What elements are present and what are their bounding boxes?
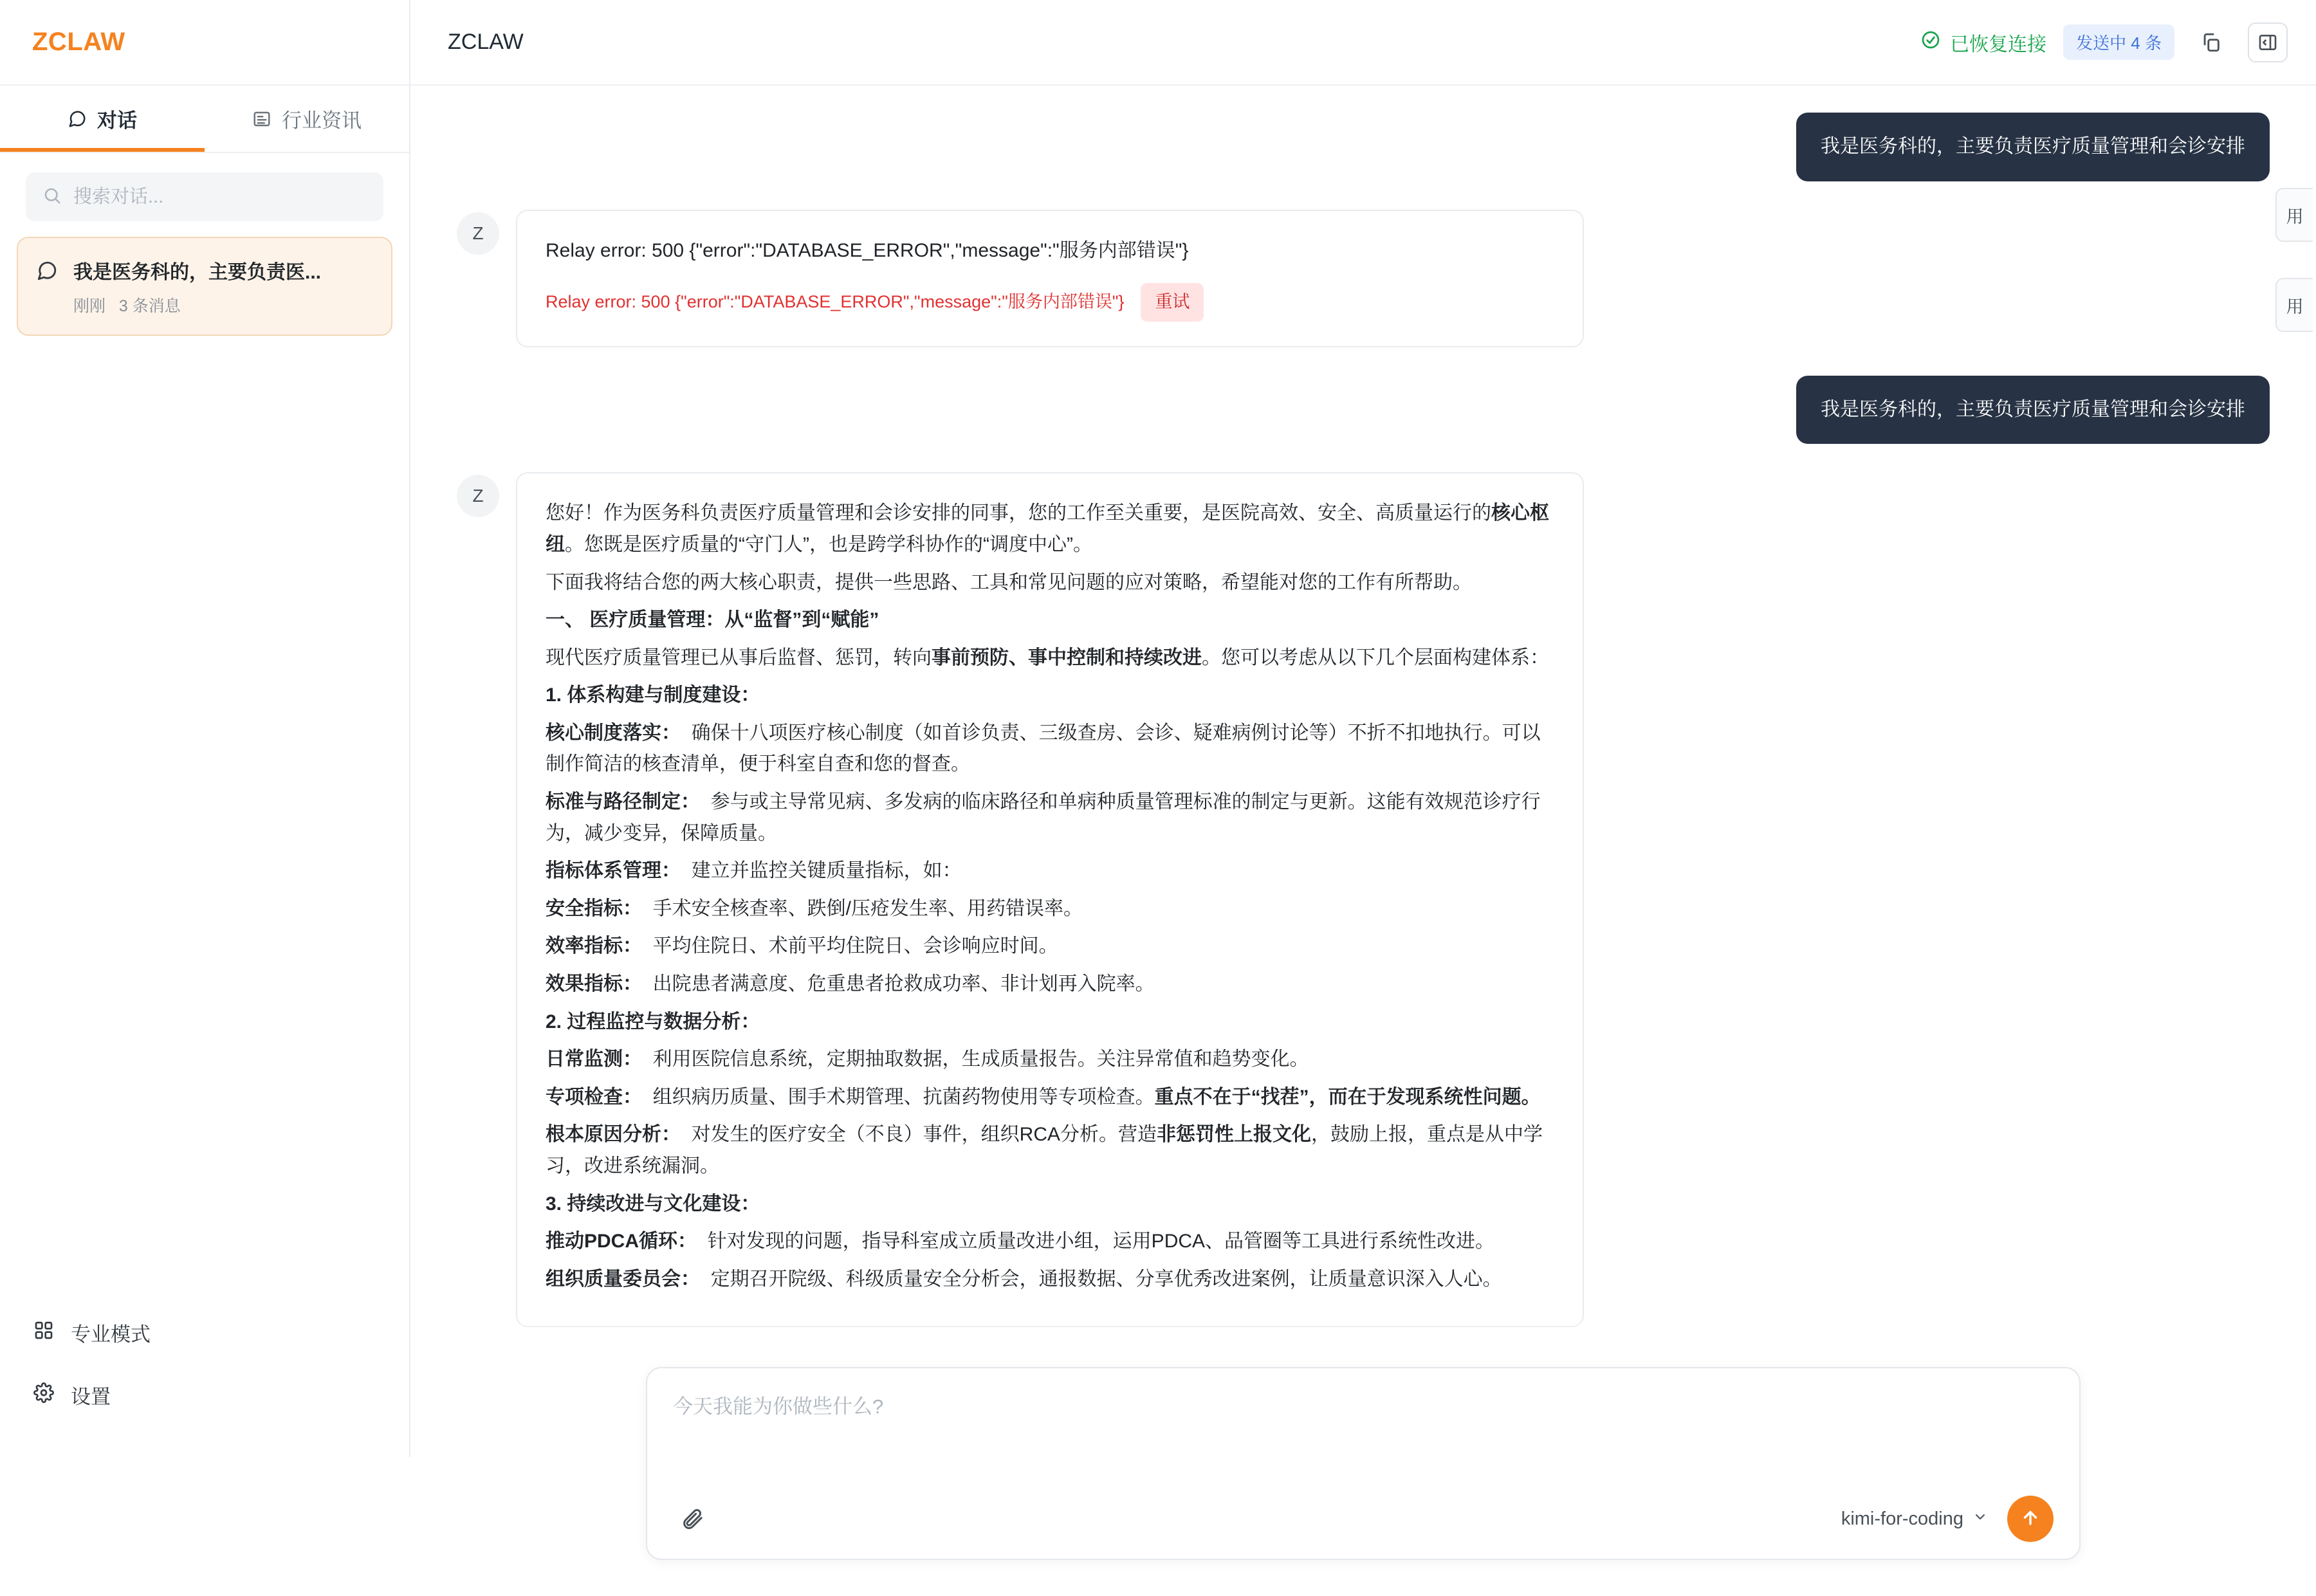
search-box[interactable] [26, 172, 383, 221]
error-text-secondary: Relay error: 500 {"error":"DATABASE_ERROR","message":"服务内部错误"} [546, 292, 1125, 312]
answer-item-8-bold: 重点不在于“找茬”，而在于发现系统性问题。 [1154, 1086, 1541, 1108]
answer-item-7 [546, 1044, 1554, 1076]
retry-button[interactable]: 重试 [1141, 283, 1204, 322]
answer-item-1-text: 确保十八项医疗核心制度（如首诊负责、三级查房、会诊、疑难病例讨论等）不折不扣地执行。可以制作简洁的核查清单，便于科室自查和您的督查。 [546, 722, 1541, 775]
answer-heading-3: 2. 过程监控与数据分析： [546, 1011, 760, 1032]
answer-heading-1: 一、 医疗质量管理：从“监督”到“赋能” [546, 609, 879, 631]
paperclip-icon[interactable] [673, 1500, 712, 1538]
news-icon [252, 109, 271, 129]
answer-paragraph-3 [546, 643, 1554, 674]
answer-item-9-bold: 非惩罚性上报文化 [1157, 1124, 1312, 1146]
answer-item-1 [546, 718, 1554, 780]
answer-paragraph-1 [546, 498, 1554, 560]
answer-p1-a: 您好！作为医务科负责医疗质量管理和会诊安排的同事，您的工作至关重要，是医院高效、安全、高质量运行的 [546, 502, 1491, 524]
chat-icon [68, 109, 87, 129]
answer-item-11 [546, 1264, 1554, 1296]
answer-item-2-label: 标准与路径制定： [546, 791, 700, 813]
composer-toolbar [673, 1496, 2054, 1542]
list-item-text [73, 256, 321, 316]
answer-item-2-text: 参与或主导常见病、多发病的临床路径和单病种质量管理标准的制定与更新。这能有效规范诊疗行为，减少变异，保障质量。 [546, 791, 1541, 844]
sending-count-badge: 发送中 4 条 [2063, 24, 2174, 60]
user-message-bubble: 我是医务科的，主要负责医疗质量管理和会诊安排 [1796, 113, 2270, 181]
answer-item-6 [546, 969, 1554, 1000]
tab-conversations-label: 对话 [97, 109, 137, 132]
check-circle-icon [1920, 30, 1941, 55]
list-item[interactable] [17, 237, 392, 336]
conversation-title: 我是医务科的，主要负责医... [73, 262, 322, 283]
copy-icon[interactable] [2191, 23, 2231, 62]
error-text-secondary-row [546, 283, 1554, 322]
sidebar-item-professional-mode[interactable] [0, 1301, 409, 1364]
conversation-time: 刚刚 [73, 297, 106, 315]
answer-item-3-text: 建立并监控关键质量指标，如： [691, 860, 962, 882]
composer-area [410, 1355, 2316, 1596]
side-tab-user-1[interactable]: 用 [2275, 188, 2313, 242]
chevron-down-icon [1972, 1509, 1988, 1530]
answer-item-5-text: 平均住院日、术前平均住院日、会诊响应时间。 [652, 935, 1058, 957]
chat-scroll-area[interactable] [410, 86, 2316, 1355]
answer-item-4 [546, 894, 1554, 925]
answer-item-5-label: 效率指标： [546, 935, 642, 957]
answer-item-3 [546, 856, 1554, 887]
connection-status-label: 已恢复连接 [1950, 33, 2047, 55]
composer [646, 1367, 2081, 1560]
answer-item-7-text: 利用医院信息系统，定期抽取数据，生成质量报告。关注异常值和趋势变化。 [652, 1049, 1309, 1070]
answer-item-4-text: 手术安全核查率、跌倒/压疮发生率、用药错误率。 [652, 897, 1083, 919]
main-panel [410, 0, 2316, 1529]
answer-item-6-label: 效果指标： [546, 973, 642, 995]
avatar: Z [457, 212, 499, 255]
arrow-up-icon [2019, 1507, 2041, 1532]
answer-item-3-label: 指标体系管理： [546, 860, 681, 882]
conversation-count: 3 条消息 [118, 297, 181, 315]
sidebar-item-settings-label: 设置 [71, 1386, 111, 1408]
model-selector[interactable] [1841, 1509, 1988, 1530]
search-icon [42, 186, 62, 208]
answer-p3-a: 现代医疗质量管理已从事后监督、惩罚，转向 [546, 647, 932, 668]
brand-logo: ZCLAW [32, 28, 125, 56]
answer-item-2 [546, 787, 1554, 849]
sidebar-item-professional-mode-label: 专业模式 [71, 1323, 151, 1346]
answer-paragraph-2: 下面我将结合您的两大核心职责，提供一些思路、工具和常见问题的应对策略，希望能对您的工作有所帮助。 [546, 571, 1472, 593]
conversation-list [0, 233, 409, 1301]
tab-industry-news-label: 行业资讯 [282, 109, 362, 132]
answer-p3-b: 事前预防、事中控制和持续改进 [932, 647, 1202, 668]
status-badge [1920, 28, 2046, 57]
search-input[interactable] [73, 187, 367, 208]
message-input[interactable] [673, 1390, 2054, 1467]
answer-item-8-text: 组织病历质量、围手术期管理、抗菌药物使用等专项检查。 [652, 1086, 1155, 1108]
assistant-error-bubble [516, 210, 1584, 347]
sidebar [0, 0, 410, 1457]
tab-industry-news[interactable] [205, 86, 409, 152]
answer-item-10-label: 推动PDCA循环： [546, 1231, 697, 1252]
answer-item-11-label: 组织质量委员会： [546, 1268, 700, 1290]
answer-item-5 [546, 931, 1554, 962]
answer-item-9-text-b: ，鼓励上报，重点是从中学习，改进系统漏洞。 [546, 1124, 1543, 1177]
sidebar-item-settings[interactable] [0, 1364, 409, 1426]
answer-heading-2: 1. 体系构建与制度建设： [546, 684, 760, 706]
avatar: Z [457, 475, 499, 517]
message-row-user [410, 113, 2316, 181]
answer-item-10 [546, 1226, 1554, 1258]
topbar [410, 0, 2316, 86]
sidebar-header [0, 0, 409, 86]
answer-item-9-label: 根本原因分析： [546, 1124, 681, 1146]
message-row-assistant [410, 472, 2316, 1327]
answer-item-6-text: 出院患者满意度、危重患者抢救成功率、非计划再入院率。 [652, 973, 1155, 995]
answer-item-11-text: 定期召开院级、科级质量安全分析会，通报数据、分享优秀改进案例，让质量意识深入人心。 [710, 1268, 1502, 1290]
assistant-answer-bubble [516, 472, 1584, 1327]
topbar-actions [1920, 23, 2288, 62]
page-title: ZCLAW [448, 30, 524, 54]
message-row-assistant-error [410, 210, 2316, 347]
sidebar-footer [0, 1301, 409, 1457]
answer-p3-c: 。您可以考虑从以下几个层面构建体系： [1202, 647, 1549, 668]
answer-item-9-text-a: 对发生的医疗安全（不良）事件，组织RCA分析。营造 [691, 1124, 1157, 1146]
chat-bubble-icon [36, 260, 58, 285]
search-section [0, 153, 409, 233]
conversation-meta [73, 293, 321, 316]
composer-right [1841, 1496, 2054, 1542]
answer-item-7-label: 日常监测： [546, 1049, 642, 1070]
answer-item-9 [546, 1119, 1554, 1182]
right-side-tabs [2272, 171, 2316, 332]
sidebar-tabs [0, 86, 409, 153]
grid-icon [33, 1320, 54, 1346]
answer-item-4-label: 安全指标： [546, 897, 642, 919]
answer-item-8 [546, 1082, 1554, 1114]
answer-item-8-label: 专项检查： [546, 1086, 642, 1108]
answer-item-1-label: 核心制度落实： [546, 722, 681, 744]
send-button[interactable] [2007, 1496, 2054, 1542]
answer-p1-b: 核心枢纽 [546, 502, 1549, 555]
message-row-user [410, 376, 2316, 445]
answer-item-10-text: 针对发现的问题，指导科室成立质量改进小组，运用PDCA、品管圈等工具进行系统性改进。 [707, 1231, 1495, 1252]
answer-heading-4: 3. 持续改进与文化建设： [546, 1193, 760, 1215]
model-selector-label: kimi-for-coding [1841, 1508, 1963, 1529]
error-text-primary: Relay error: 500 {"error":"DATABASE_ERROR","message":"服务内部错误"} [546, 239, 1189, 261]
panel-collapse-icon[interactable] [2248, 23, 2288, 62]
tab-conversations[interactable] [0, 86, 205, 152]
answer-p1-c: 。您既是医疗质量的“守门人”，也是跨学科协作的“调度中心”。 [565, 533, 1092, 555]
user-message-bubble: 我是医务科的，主要负责医疗质量管理和会诊安排 [1796, 376, 2270, 445]
side-tab-user-2[interactable]: 用 [2275, 278, 2313, 332]
gear-icon [33, 1382, 54, 1408]
